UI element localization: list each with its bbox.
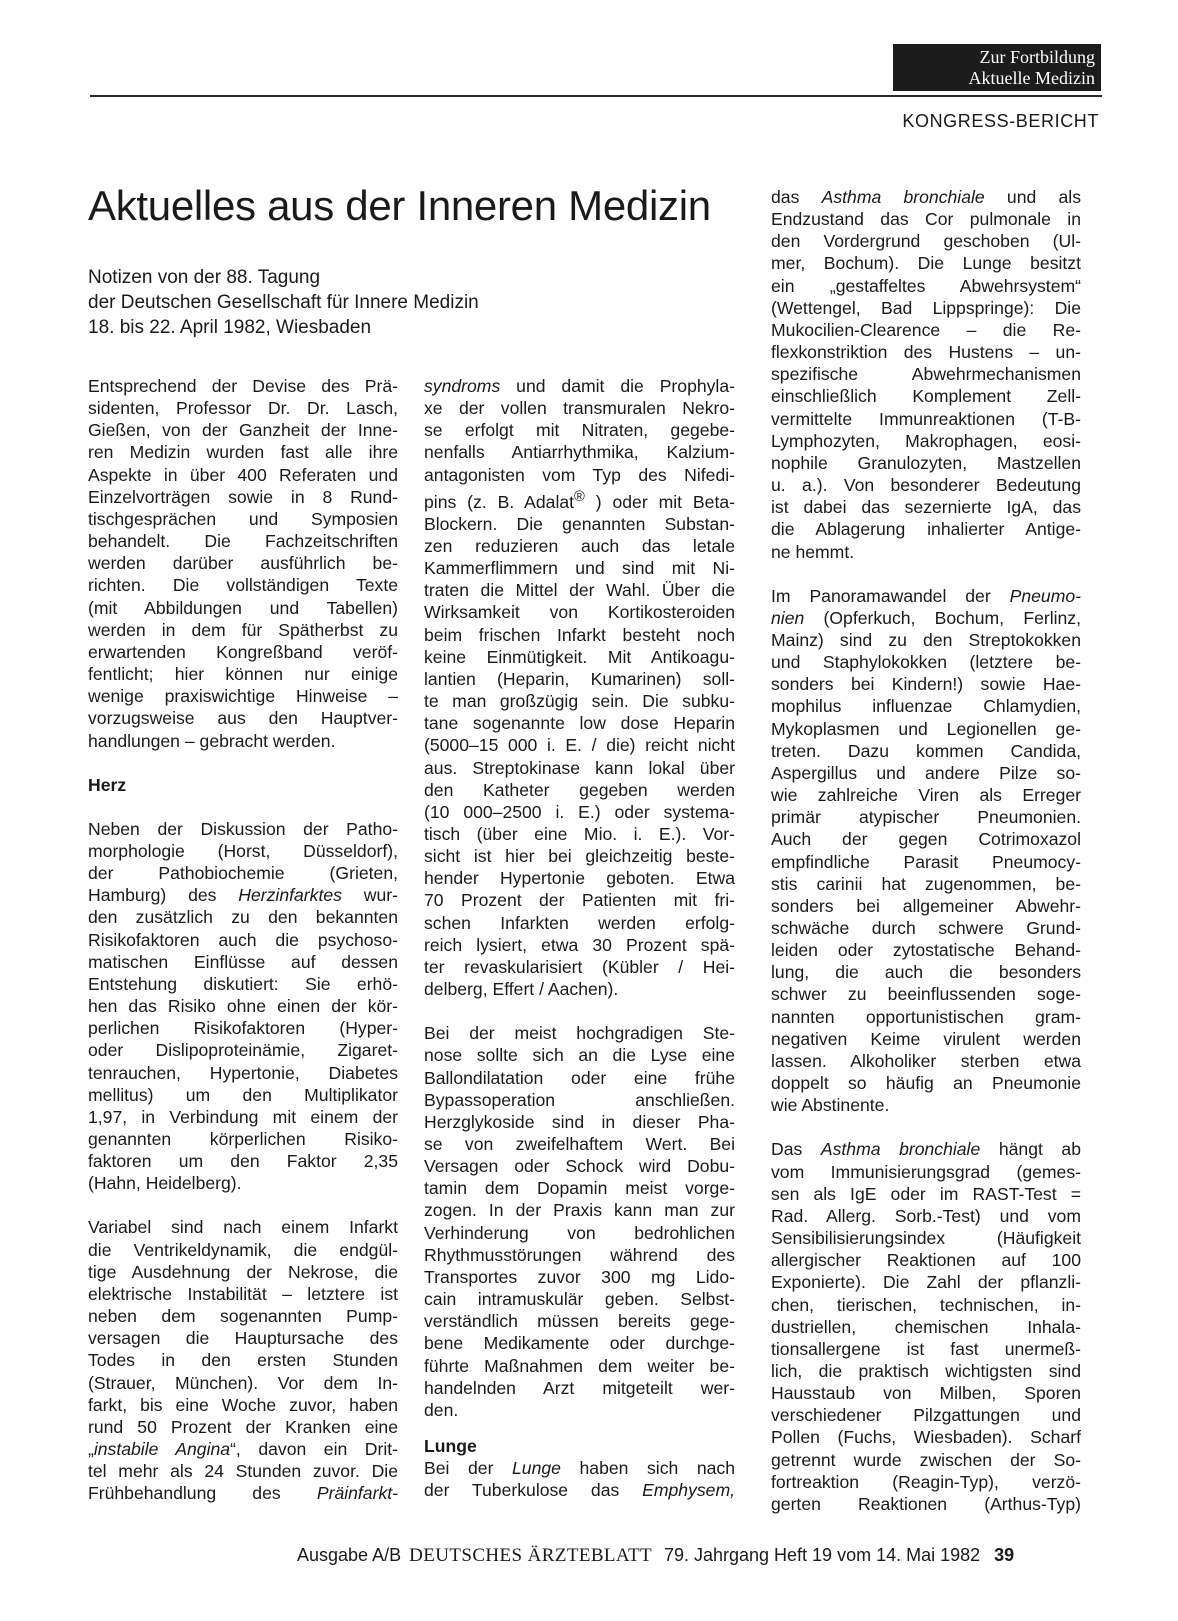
text-line: rund 50 Prozent der Kranken eine [88, 1416, 398, 1437]
text-line: schwer zu beeinflussenden soge- [771, 984, 1081, 1005]
text-line: (10 000–2500 i. E.) oder systema- [424, 801, 735, 822]
text-line: ter revaskularisiert (Kübler / Hei- [424, 956, 735, 977]
text-line: Versagen oder Schock wird Dobu- [424, 1156, 735, 1177]
text-line: tige Ausdehnung der Nekrose, die [88, 1261, 398, 1282]
text-line: tane sogenannte low dose Heparin [424, 713, 735, 734]
text-line: wie Abstinente. [771, 1095, 890, 1116]
text-line: handelnden Arzt mitgeteilt wer- [424, 1377, 735, 1398]
text-line: primär atypischer Pneumonien. [771, 807, 1081, 828]
footer-edition: Ausgabe A/B [297, 1545, 402, 1565]
text-line: Frühbehandlung des Präinfarkt- [88, 1483, 398, 1504]
text-line: Hausstaub von Milben, Sporen [771, 1383, 1081, 1404]
text-line: elektrische Instabilität – letztere ist [88, 1283, 398, 1304]
paragraph-gap [88, 1194, 398, 1216]
text-line: beim frischen Infarkt besteht noch [424, 624, 735, 645]
text-line: flexkonstriktion des Hustens – un- [771, 342, 1081, 363]
text-line: zen reduzieren auch das letale [424, 535, 735, 556]
text-line: tenrauchen, Hypertonie, Diabetes [88, 1062, 398, 1083]
header-rule [90, 95, 1102, 97]
text-line: die Ablagerung inhalierter Antige- [771, 519, 1081, 540]
text-line: schwäche durch schwere Grund- [771, 918, 1081, 938]
text-line: se erfolgt mit Nitraten, gegebe- [424, 420, 735, 441]
text-line: richten. Die vollständigen Texte [88, 575, 398, 596]
text-line: matischen Einflüsse auf dessen [88, 951, 398, 972]
text-line: mophilus influenzae Chlamydien, [771, 696, 1081, 717]
section-badge [893, 44, 1101, 91]
text-column-2 [424, 375, 735, 1502]
text-line: Bypassoperation anschließen. [424, 1089, 735, 1110]
text-line: tel mehr als 24 Stunden zuvor. Die [88, 1461, 398, 1482]
text-line: Einzelvorträgen sowie in 8 Rund- [88, 486, 398, 507]
text-column-3 [771, 186, 1081, 1515]
paragraph-gap [88, 752, 398, 774]
text-line: gerten Reaktionen (Arthus-Typ) [771, 1493, 1081, 1514]
badge-line-2: Aktuelle Medizin [968, 68, 1095, 88]
text-line: Auch der gegen Cotrimoxazol [771, 829, 1081, 850]
text-line: verschiedener Pilzgattungen und [771, 1405, 1081, 1426]
text-line: Gießen, von der Ganzheit der Inne- [88, 420, 398, 441]
text-line: Bei der Lunge haben sich nach [424, 1458, 735, 1479]
text-line: vom Immunisierungsgrad (gemes- [771, 1161, 1081, 1182]
text-line: lung, die auch die besonders [771, 962, 1081, 983]
page-footer [297, 1545, 1014, 1567]
text-line: den Katheter gegeben werden [424, 779, 735, 800]
text-line: Rad. Allerg. Sorb.-Test) und vom [771, 1205, 1081, 1226]
text-line: spezifische Abwehrmechanismen [771, 364, 1081, 385]
text-line: Bei der meist hochgradigen Ste- [424, 1023, 735, 1044]
text-line: der Tuberkulose das Emphysem, [424, 1480, 735, 1501]
text-line: mellitus) um den Multiplikator [88, 1084, 398, 1105]
text-line: fentlicht; hier können nur einige [88, 664, 398, 685]
text-line: perlichen Risikofaktoren (Hyper- [88, 1018, 398, 1039]
text-line: treten. Dazu kommen Candida, [771, 740, 1081, 761]
text-line: delberg, Effert / Aachen). [424, 979, 619, 1000]
text-line: (Strauer, München). Vor dem In- [88, 1372, 398, 1393]
text-line: Mainz) sind zu den Streptokokken [771, 629, 1081, 650]
text-line: 70 Prozent der Patienten mit fri- [424, 890, 735, 911]
paragraph-gap [88, 796, 398, 818]
text-line: Pollen (Fuchs, Wiesbaden). Scharf [771, 1427, 1081, 1448]
text-line: keine Einmütigkeit. Mit Antikoagu- [424, 646, 735, 667]
text-line: allergischer Reaktionen auf 100 [771, 1250, 1081, 1271]
text-line: faktoren um den Faktor 2,35 [88, 1151, 398, 1172]
text-line: Transportes zuvor 300 mg Lido- [424, 1266, 735, 1287]
text-line: nien (Opferkuch, Bochum, Ferlinz, [771, 607, 1081, 628]
text-line: farkt, bis eine Woche zuvor, haben [88, 1394, 398, 1415]
text-line: te man großzügig sein. Die subku- [424, 691, 735, 712]
text-line: Kammerflimmern und sind mit Ni- [424, 558, 735, 579]
text-line: tisch (über eine Mio. i. E.). Vor- [424, 823, 735, 844]
text-line: sen als IgE oder im RAST-Test = [771, 1183, 1081, 1204]
text-line: ne hemmt. [771, 541, 855, 562]
subtitle-line: Notizen von der 88. Tagung [88, 267, 321, 288]
text-line: nenfalls Antiarrhythmika, Kalzium- [424, 442, 735, 463]
text-line: Neben der Diskussion der Patho- [88, 818, 398, 839]
text-line: tamin dem Dopamin meist vorge- [424, 1178, 735, 1199]
text-line: leiden oder zytostatische Behand- [771, 940, 1081, 961]
subtitle-line: der Deutschen Gesellschaft für Innere Medizin [88, 292, 479, 313]
article-title: Aktuelles aus der Inneren Medizin [88, 182, 711, 229]
text-line: Das Asthma bronchiale hängt ab [771, 1139, 1081, 1160]
text-line: sicht ist hier bei gleichzeitig beste- [424, 846, 735, 867]
text-line: den. [424, 1399, 459, 1420]
text-line: Entsprechend der Devise des Prä- [88, 376, 398, 396]
text-line: Exponierte). Die Zahl der pflanzli- [771, 1272, 1081, 1293]
text-line: u. a.). Von besonderer Bedeutung [771, 475, 1081, 496]
text-line: xe der vollen transmuralen Nekro- [424, 398, 735, 419]
text-line: Todes in den ersten Stunden [88, 1350, 398, 1371]
text-line: hender Hypertonie geboten. Etwa [424, 868, 735, 889]
text-line: dustriellen, chemischen Inhala- [771, 1316, 1081, 1337]
text-line: die Ventrikeldynamik, die endgül- [88, 1239, 398, 1260]
text-line: lassen. Alkoholiker sterben etwa [771, 1050, 1081, 1071]
text-line: 1,97, in Verbindung mit einem der [88, 1106, 398, 1127]
text-line: vorzugsweise aus den Hauptver- [88, 708, 398, 729]
text-line: vermittelte Immunreaktionen (T-B- [771, 408, 1081, 429]
text-line: lantien (Heparin, Kumarinen) soll- [424, 668, 735, 689]
text-line: Entstehung diskutiert: Sie erhö- [88, 973, 398, 994]
text-line: fortreaktion (Reagin-Typ), verzö- [771, 1471, 1081, 1492]
text-line: Rhythmusstörungen während des [424, 1244, 735, 1265]
text-line: sonders bei Kindern!) sowie Hae- [771, 674, 1081, 695]
text-line: oder Dislipoproteinämie, Zigaret- [88, 1040, 398, 1061]
text-line: verständlich müssen bereits gege- [424, 1311, 735, 1332]
text-line: Mukocilien-Clearence – die Re- [771, 319, 1081, 340]
text-line: lich, die praktisch wichtigsten sind [771, 1360, 1081, 1381]
text-line: aus. Streptokinase kann lokal über [424, 757, 735, 778]
text-line: führte Maßnahmen dem weiter be- [424, 1355, 735, 1376]
text-line: behandelt. Die Fachzeitschriften [88, 531, 398, 552]
text-line: das Asthma bronchiale und als [771, 187, 1081, 207]
text-line: nannten opportunistischen gram- [771, 1006, 1081, 1027]
text-line: chen, tierischen, technischen, in- [771, 1294, 1081, 1315]
badge-line-1: Zur Fortbildung [979, 47, 1095, 67]
text-line: sonders bei allgemeiner Abwehr- [771, 895, 1081, 916]
text-line: schen Infarkten werden erfolg- [424, 912, 735, 933]
text-line: stis carinii hat zugenommen, be- [771, 873, 1081, 894]
paragraph-gap [424, 1000, 735, 1022]
text-line: doppelt so häufig an Pneumonie [771, 1073, 1081, 1094]
text-line: versagen die Hauptursache des [88, 1328, 398, 1349]
text-line: Lymphozyten, Makrophagen, eosi- [771, 430, 1081, 451]
text-line: handlungen – gebracht werden. [88, 730, 336, 751]
footer-journal: DEUTSCHES ÄRZTEBLATT [409, 1545, 652, 1566]
text-line: bene Medikamente oder durchge- [424, 1333, 735, 1354]
page-number: 39 [994, 1545, 1015, 1565]
text-line: ist dabei das sezernierte IgA, das [771, 497, 1081, 518]
paragraph-gap [424, 1421, 735, 1435]
text-line: Aspergillus und andere Pilze so- [771, 762, 1081, 783]
subtitle-line: 18. bis 22. April 1982, Wiesbaden [88, 317, 372, 338]
text-line: genannten körperlichen Risiko- [88, 1129, 398, 1149]
text-line: cain intramuskulär geben. Selbst- [424, 1289, 735, 1310]
text-line: hen das Risiko ohne einen der kör- [88, 996, 398, 1017]
text-line: wie zahlreiche Viren als Erreger [771, 785, 1081, 806]
text-line: ein „gestaffeltes Abwehrsystem“ [771, 275, 1081, 296]
text-line: sidenten, Professor Dr. Dr. Lasch, [88, 398, 398, 419]
text-line: syndroms und damit die Prophyla- [424, 376, 735, 396]
text-line: (Wettengel, Bad Lippspringe): Die [771, 297, 1081, 318]
text-line: und Staphylokokken (letztere be- [771, 652, 1081, 673]
text-line: den Vordergrund geschoben (Ul- [771, 231, 1081, 252]
text-line: Variabel sind nach einem Infarkt [88, 1217, 398, 1238]
text-line: tischgesprächen und Symposien [88, 508, 398, 529]
text-line: (Hahn, Heidelberg). [88, 1173, 242, 1194]
section-heading: Herz [88, 774, 127, 795]
paragraph-gap [771, 563, 1081, 585]
text-line: der Pathobiochemie (Grieten, [88, 863, 398, 884]
text-line: pins (z. B. Adalat® ) oder mit Beta- [424, 488, 735, 512]
text-line: tionsallergene ist fast unermeß- [771, 1338, 1081, 1359]
text-line: „instabile Angina“, davon ein Drit- [88, 1439, 398, 1460]
section-label: KONGRESS-BERICHT [902, 111, 1099, 131]
text-line: (mit Abbildungen und Tabellen) [88, 597, 398, 618]
text-line: (5000–15 000 i. E. / die) reicht nicht [424, 735, 735, 756]
text-line: Sensibilisierungsindex (Häufigkeit [771, 1228, 1081, 1249]
text-line: neben dem sogenannten Pump- [88, 1306, 398, 1327]
text-line: Herzglykoside sind in dieser Pha- [424, 1111, 735, 1132]
text-line: nose sollte sich an die Lyse eine [424, 1045, 735, 1066]
section-heading: Lunge [424, 1436, 477, 1457]
text-line: morphologie (Horst, Düsseldorf), [88, 840, 398, 861]
text-line: se von zweifelhaftem Wert. Bei [424, 1134, 735, 1155]
text-line: erwartenden Kongreßband veröf- [88, 641, 398, 662]
text-line: Blockern. Die genannten Substan- [424, 513, 735, 534]
text-line: getrennt wurde zwischen der So- [771, 1449, 1081, 1470]
text-line: empfindliche Parasit Pneumocy- [771, 851, 1081, 872]
text-line: zogen. In der Praxis kann man zur [424, 1200, 735, 1221]
text-line: wenige praxiswichtige Hinweise – [88, 686, 398, 707]
text-line: reich lysiert, etwa 30 Prozent spä- [424, 934, 735, 955]
text-line: Hamburg) des Herzinfarktes wur- [88, 885, 398, 906]
text-line: Wirksamkeit von Kortikosteroiden [424, 602, 735, 623]
text-line: Ballondilatation oder eine frühe [424, 1067, 735, 1088]
text-line: den zusätzlich zu den bekannten [88, 907, 398, 928]
text-line: einschließlich Komplement Zell- [771, 386, 1081, 407]
text-line: Aspekte in über 400 Referaten und [88, 464, 398, 485]
text-line: werden in dem für Spätherbst zu [88, 619, 398, 640]
footer-issue: 79. Jahrgang Heft 19 vom 14. Mai 1982 [663, 1545, 981, 1565]
text-line: antagonisten vom Typ des Nifedi- [424, 464, 735, 485]
text-line: ren Medizin wurden fast alle ihre [88, 442, 398, 463]
text-line: Mykoplasmen und Legionellen ge- [771, 718, 1081, 739]
text-line: mer, Bochum). Die Lunge besitzt [771, 253, 1081, 274]
text-line: Endzustand das Cor pulmonale in [771, 209, 1081, 230]
text-line: traten die Mittel der Wahl. Über die [424, 580, 735, 601]
text-line: Im Panoramawandel der Pneumo- [771, 585, 1081, 606]
text-line: werden darüber ausführlich be- [88, 553, 398, 574]
article-subtitle [88, 265, 479, 340]
text-line: negativen Keime virulent werden [771, 1028, 1081, 1049]
text-line: nophile Granulozyten, Mastzellen [771, 452, 1081, 473]
paragraph-gap [771, 1116, 1081, 1138]
text-line: Risikofaktoren auch die psychoso- [88, 929, 398, 950]
text-line: Verhinderung von bedrohlichen [424, 1222, 735, 1243]
text-column-1 [88, 375, 398, 1505]
